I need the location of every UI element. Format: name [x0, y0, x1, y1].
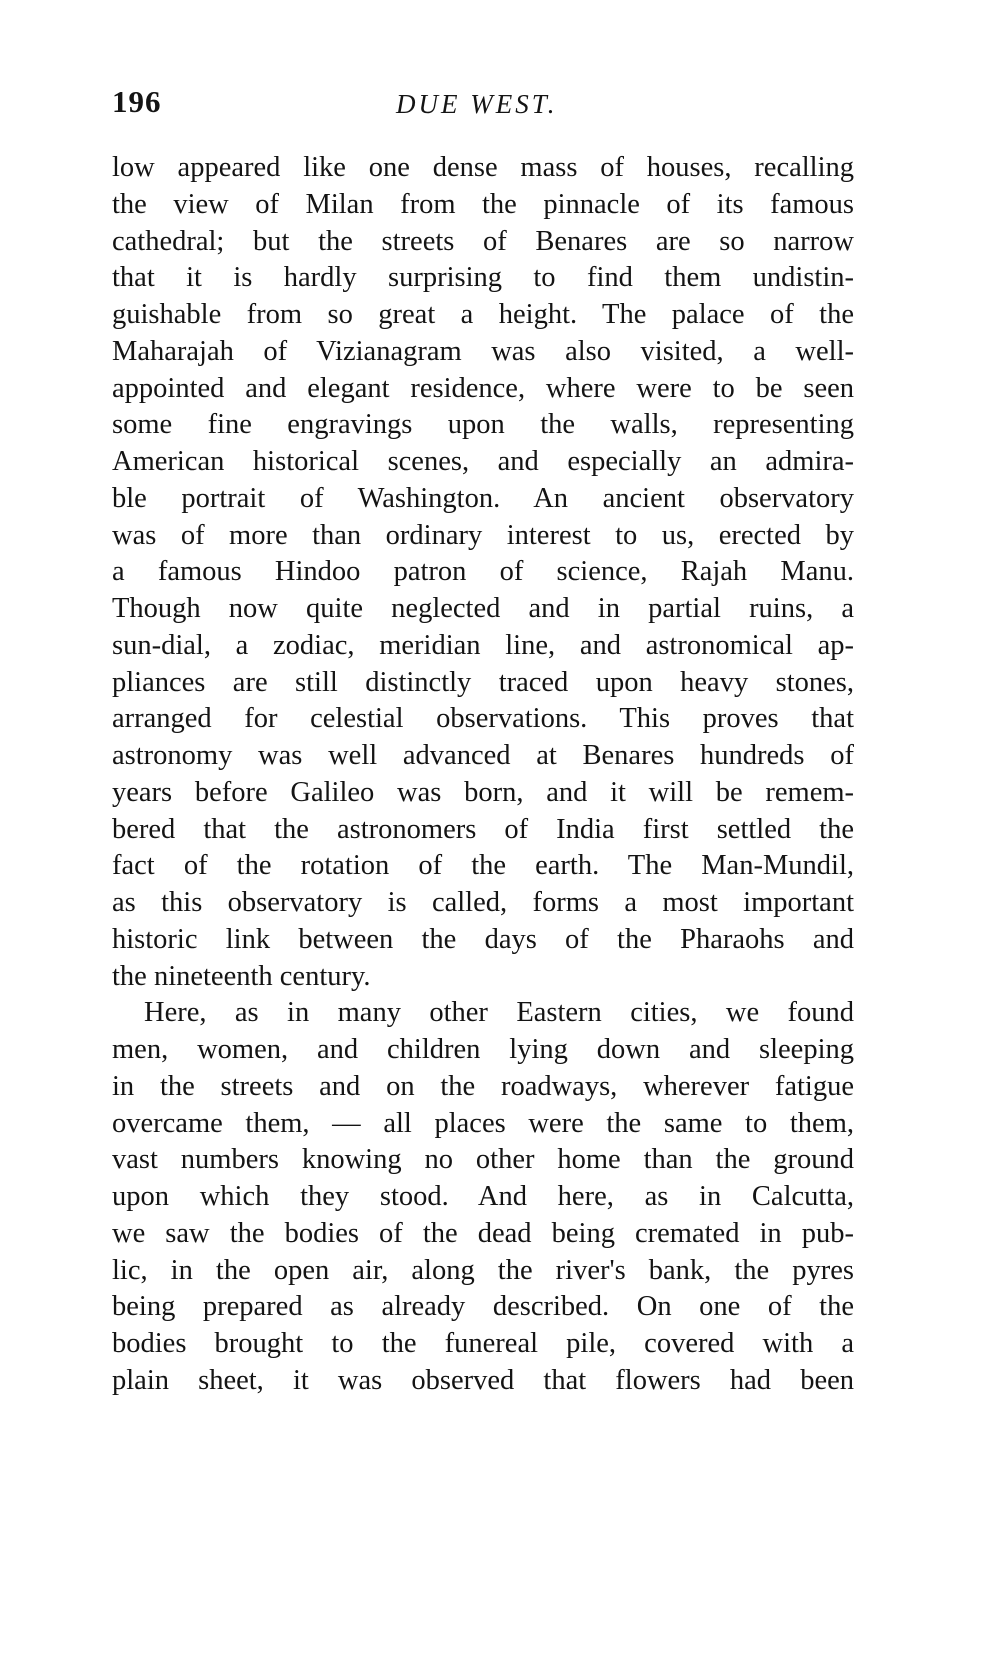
text-line: sun-dial, a zodiac, meridian line, and astronomical ap-	[112, 629, 854, 661]
text-line: ble portrait of Washington. An ancient observatory	[112, 482, 854, 514]
text-line: in the streets and on the roadways, wherever fatigue	[112, 1070, 854, 1102]
text-line: men, women, and children lying down and sleeping	[112, 1034, 854, 1065]
text-line: overcame them, — all places were the same to them,	[112, 1107, 854, 1139]
text-line: low appeared like one dense mass of houses, recalling	[112, 152, 854, 183]
page-header	[112, 80, 854, 132]
paragraph	[112, 150, 854, 995]
text-line: plain sheet, it was observed that flowers had been	[112, 1364, 854, 1396]
running-head: DUE WEST.	[396, 89, 558, 119]
text-line: cathedral; but the streets of Benares are so narrow	[112, 225, 854, 257]
paragraph	[112, 995, 854, 1399]
text-line: pliances are still distinctly traced upon heavy stones,	[112, 666, 854, 698]
text-line: fact of the rotation of the earth. The Man-Mundil,	[112, 850, 854, 882]
text-line: guishable from so great a height. The palace of the	[112, 299, 854, 330]
page-number: 196	[112, 84, 162, 119]
text-line: we saw the bodies of the dead being cremated in pub-	[112, 1217, 854, 1249]
text-line: lic, in the open air, along the river's bank, the pyres	[112, 1254, 854, 1286]
text-line: bered that the astronomers of India first settled the	[112, 813, 854, 845]
text-line: Here, as in many other Eastern cities, we found	[144, 997, 854, 1029]
book-page	[112, 80, 854, 1400]
text-line: years before Galileo was born, and it will be remem-	[112, 776, 854, 808]
text-line: American historical scenes, and especially an admira-	[112, 446, 854, 477]
text-line: a famous Hindoo patron of science, Rajah Manu.	[112, 556, 854, 588]
text-line: the nineteenth century.	[112, 960, 371, 992]
text-line: the view of Milan from the pinnacle of its famous	[112, 188, 854, 220]
text-line: bodies brought to the funereal pile, covered with a	[112, 1328, 854, 1359]
text-line: arranged for celestial observations. This proves that	[112, 703, 854, 735]
body-text	[112, 150, 854, 1400]
text-line: appointed and elegant residence, where were to be seen	[112, 372, 854, 404]
text-line: was of more than ordinary interest to us, erected by	[112, 519, 854, 551]
text-line: Though now quite neglected and in partial ruins, a	[112, 593, 854, 624]
text-line: as this observatory is called, forms a most important	[112, 887, 854, 918]
text-line: Maharajah of Vizianagram was also visited, a well-	[112, 335, 854, 367]
text-line: being prepared as already described. On one of the	[112, 1291, 854, 1323]
text-line: some fine engravings upon the walls, representing	[112, 409, 854, 441]
text-line: that it is hardly surprising to find them undistin-	[112, 262, 854, 294]
text-line: historic link between the days of the Pharaohs and	[112, 923, 854, 955]
text-line: upon which they stood. And here, as in Calcutta,	[112, 1181, 854, 1212]
text-line: vast numbers knowing no other home than the ground	[112, 1144, 854, 1176]
text-line: astronomy was well advanced at Benares hundreds of	[112, 740, 854, 771]
